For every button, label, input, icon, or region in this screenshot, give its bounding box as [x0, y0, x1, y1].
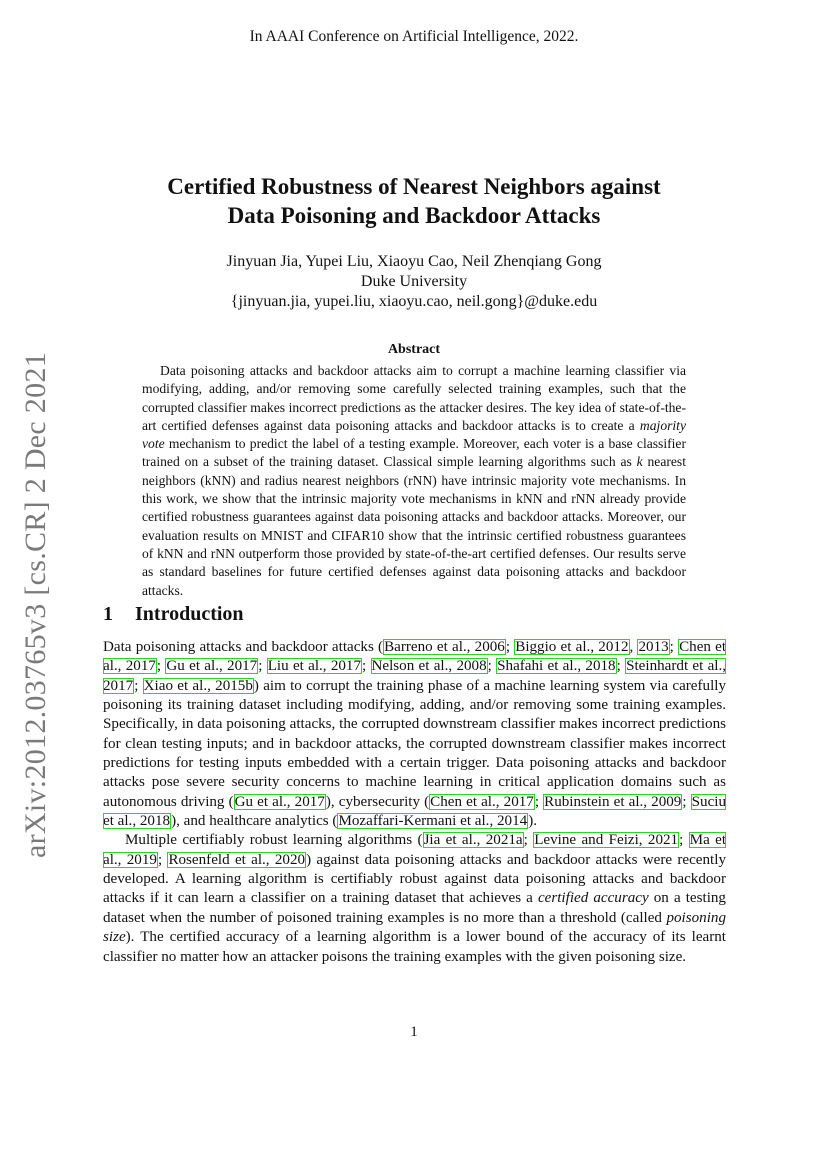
citation-link[interactable]: Levine and Feizi, 2021 — [534, 832, 679, 849]
text-run: ) against data poisoning attacks and backdoor attacks were recently developed. A learning algorithm is certifiably robust against data poisoning attacks and backdoor attacks if it can learn a classifier on a training dataset that achieves a — [103, 851, 726, 907]
citation-link[interactable]: Nelson et al., 2008 — [371, 658, 487, 675]
text-run: ; — [156, 658, 166, 675]
citation-link[interactable]: Ma et al., 2019 — [103, 832, 727, 868]
citation-link[interactable]: Rosenfeld et al., 2020 — [168, 851, 306, 868]
author-affiliation: Duke University — [360, 273, 468, 290]
text-run: ; — [134, 677, 143, 694]
text-run: ). The certified accuracy of a learning algorithm is a lower bound of the accuracy of its learnt classifier no matter how an attacker poisons the training examples with the given poisoning size. — [103, 929, 726, 965]
citation-link[interactable]: Steinhardt et al., 2017 — [103, 658, 727, 694]
conference-header: In AAAI Conference on Artificial Intelligence, 2022. — [249, 28, 579, 45]
section-number: 1 — [103, 603, 113, 625]
citation-link[interactable]: Biggio et al., 2012 — [515, 639, 629, 655]
intro-paragraph-1 — [103, 638, 726, 831]
text-run: ; — [157, 851, 168, 868]
text-run: ; — [616, 658, 626, 675]
text-run: ; — [505, 639, 515, 655]
abstract-heading: Abstract — [387, 342, 441, 357]
title-line-1: Certified Robustness of Nearest Neighbors against — [167, 174, 661, 199]
author-names: Jinyuan Jia, Yupei Liu, Xiaoyu Cao, Neil Zhenqiang Gong — [226, 253, 602, 270]
abstract-part: Data poisoning attacks and backdoor attacks aim to corrupt a machine learning classifier via modifying, adding, and/or removing some carefully selected training examples, such that the corrupted classifier makes incorrect predictions as the attacker desires. The key idea of state-of-the-art certified defenses against data poisoning attacks and backdoor attacks is to create a — [142, 363, 686, 433]
text-run: ). — [528, 813, 538, 830]
page-number: 1 — [410, 1024, 418, 1040]
text-run: ; — [362, 658, 371, 675]
citation-link[interactable]: Mozaffari-Kermani et al., 2014 — [338, 813, 528, 830]
text-run: ; — [679, 832, 689, 849]
citation-link[interactable]: Barreno et al., 2006 — [384, 639, 505, 655]
author-emails: {jinyuan.jia, yupei.liu, xiaoyu.cao, neil.gong}@duke.edu — [230, 293, 598, 310]
citation-link[interactable]: 2013 — [638, 639, 669, 655]
citation-link[interactable]: Chen et al., 2017 — [103, 639, 727, 675]
citation-link[interactable]: Gu et al., 2017 — [166, 658, 258, 675]
citation-link[interactable]: Liu et al., 2017 — [267, 658, 362, 675]
emphasis-text: certified accuracy — [537, 890, 649, 907]
abstract-emphasis: majority vote — [142, 417, 686, 452]
citation-link[interactable]: Xiao et al., 2015b — [143, 677, 253, 694]
citation-link[interactable]: Rubinstein et al., 2009 — [544, 793, 682, 810]
author-block — [0, 252, 828, 312]
abstract-part: nearest neighbors (kNN) and radius nearest neighbors (rNN) have intrinsic majority vote mechanisms. In this work, we show that the intrinsic majority vote mechanisms in kNN and rNN already provide certified robustness guarantees against data poisoning attacks and backdoor attacks. Moreover, our evaluation results on MNIST and CIFAR10 show that the intrinsic certified robustness guarantees of kNN and rNN outperform those provided by state-of-the-art certified defenses. Our results serve as standard baselines for future certified defenses against data poisoning attacks and backdoor attacks. — [142, 454, 686, 598]
text-run: Multiple certifiably robust learning algorithms ( — [125, 832, 423, 849]
text-run: ; — [534, 793, 544, 810]
text-run: on a testing dataset when the number of poisoned training examples is no more than a threshold (called — [103, 890, 726, 926]
citation-link[interactable]: Chen et al., 2017 — [430, 793, 534, 810]
arxiv-identifier: arXiv:2012.03765v3 [cs.CR] 2 Dec 2021 — [19, 351, 52, 859]
citation-link[interactable]: Suciu et al., 2018 — [103, 793, 727, 830]
abstract-part: mechanism to predict the label of a testing example. Moreover, each voter is a base classifier trained on a subset of the training dataset. Classical simple learning algorithms such as — [142, 436, 686, 470]
text-run: ; — [682, 793, 691, 810]
abstract-text — [142, 362, 686, 600]
section-heading-introduction — [103, 603, 244, 626]
text-run: ), cybersecurity ( — [325, 793, 430, 810]
arxiv-sidebar — [12, 351, 60, 859]
citation-link[interactable]: Gu et al., 2017 — [234, 793, 325, 810]
citation-link[interactable]: Shafahi et al., 2018 — [497, 658, 616, 675]
text-run: Data poisoning attacks and backdoor attacks ( — [103, 639, 384, 655]
intro-paragraph-2 — [103, 831, 726, 966]
section-title: Introduction — [135, 603, 244, 625]
title-line-2: Data Poisoning and Backdoor Attacks — [227, 203, 601, 228]
emphasis-text: poisoning size — [103, 909, 726, 946]
text-run: ), and healthcare analytics ( — [171, 813, 338, 830]
text-run: ; — [669, 639, 679, 655]
text-run: ; — [523, 832, 534, 849]
introduction-body — [103, 638, 726, 967]
text-run: ; — [487, 658, 497, 675]
text-run: , — [629, 639, 638, 655]
paper-title — [0, 172, 828, 230]
text-run: ; — [258, 658, 267, 675]
abstract-emphasis: k — [636, 454, 643, 470]
citation-link[interactable]: Jia et al., 2021a — [423, 832, 523, 849]
text-run: ) aim to corrupt the training phase of a machine learning system via carefully poisoning its training dataset including modifying, adding, and/or removing some training examples. Specifically, in data poisoning attacks, the corrupted downstream classifier makes incorrect predictions for clean testing inputs; and in backdoor attacks, the corrupted downstream classifier makes incorrect predictions for testing inputs embedded with a certain trigger. Data poisoning attacks and backdoor attacks pose severe security concerns to machine learning in critical application domains such as autonomous driving ( — [103, 677, 726, 810]
